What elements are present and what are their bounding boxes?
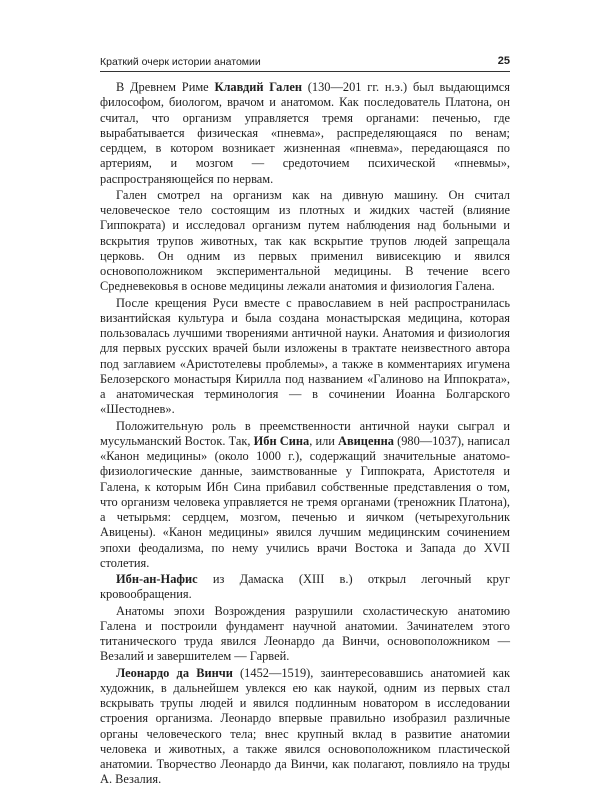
- header-rule: [100, 71, 510, 72]
- paragraph-leonardo: [100, 666, 510, 788]
- paragraph-text: Анатомы эпохи Возрождения разрушили схоластическую анатомию Галена и построили фундамент научной анатомии. Зачинателем этого титанического труда явился Леонардо да Винчи, основоположником — Везалий и завершителем — Гарвей.: [100, 603, 510, 664]
- person-name: Ибн-ан-Нафис: [116, 572, 198, 586]
- running-header: [100, 56, 510, 72]
- paragraph-ibn-an-nafis: [100, 572, 510, 603]
- paragraph-renaissance: [100, 604, 510, 665]
- paragraph-text: из Дамаска (XIII в.) открыл легочный круг кровообращения.: [100, 572, 510, 602]
- paragraph-galen-machine: [100, 188, 510, 295]
- paragraph-text: В Древнем Риме: [116, 80, 215, 94]
- paragraph-ibn-sina: [100, 419, 510, 572]
- paragraph-text: Гален смотрел на организм как на дивную машину. Он считал человеческое тело состоящим из плотных и жидких частей (влияние Гиппократа) и исследовал организм путем наблюдения над больными и вскрытия трупов животных, так как вскрытие трупов людей запрещала церковь. Он одним из первых применил вивисекцию и явился основоположником экспериментальной медицины. В течение всего Средневековья в основе медицины лежали анатомия и физиология Галена.: [100, 187, 510, 294]
- paragraph-galen-intro: [100, 80, 510, 187]
- page-number: 25: [497, 55, 510, 67]
- paragraph-rus: [100, 296, 510, 418]
- paragraph-text: (980—1037), написал «Канон медицины» (около 1000 г.), содержащий значительные анатомо-физиологические данные, заимствованные у Гиппократа, Аристотеля и Галена, к которым Ибн Сина прибавил собственные представления о том, что организм человека управляется не тремя органами (треножник Платона), а четырьмя: сердцем, мозгом, печенью и яичком (четырехугольник Авицены). «Канон медицины» явился лучшим медицинским сочинением эпохи феодализма, по нему учились врачи Востока и Запада до XVII столетия.: [100, 433, 510, 570]
- person-name: Авиценна: [338, 433, 394, 448]
- paragraph-text: После крещения Руси вместе с православием в ней распространилась византийская культура и была создана монастырская медицина, которая пользовалась лучшими творениями античной науки. Анатомия и физиология для первых русских врачей были изложены в трактате неизвестного автора под заглавием «Аристотелевы проблемы», а также в комментариях игумена Белозерского монастыря Кирилла под названием «Галиново на Иппократа», а анатомическая терминология — в сочинении Иоанна Болгарского «Шестоднев».: [100, 295, 510, 417]
- person-name: Леонардо да Винчи: [116, 665, 233, 680]
- person-name: Клавдий Гален: [214, 80, 302, 94]
- paragraph-text: (1452—1519), заинтересовавшись анатомией как художник, в дальнейшем увлекся ею как наукой, одним из первых стал вскрывать трупы людей и явился подлинным новатором в исследовании строения организма. Леонардо впервые правильно изобразил различные органы человеческого тела; внес крупный вклад в развитие анатомии человека и животных, а также явился основоположником пластической анатомии. Творчество Леонардо да Винчи, как полагают, повлияло на труды А. Везалия.: [100, 665, 511, 787]
- paragraph-text: (130—201 гг. н.э.) был выдающимся философом, биологом, врачом и анатомом. Как последователь Платона, он считал, что организм управляется тремя органами: печенью, где вырабатывается физическая «пневма», распределяющаяся по венам; сердцем, в котором возникает жизненная «пневма», передающаяся по артериям, и мозгом — средоточием психической «пневмы», распространяющейся по нервам.: [100, 80, 510, 186]
- paragraph-text: , или: [309, 433, 339, 448]
- paragraph-text: Положительную роль в преемственности античной науки сыграл и мусульманский Восток. Так,: [100, 418, 510, 448]
- chapter-title: Краткий очерк истории анатомии: [100, 56, 261, 68]
- body-text: [100, 80, 510, 789]
- person-name: Ибн Сина: [253, 433, 310, 448]
